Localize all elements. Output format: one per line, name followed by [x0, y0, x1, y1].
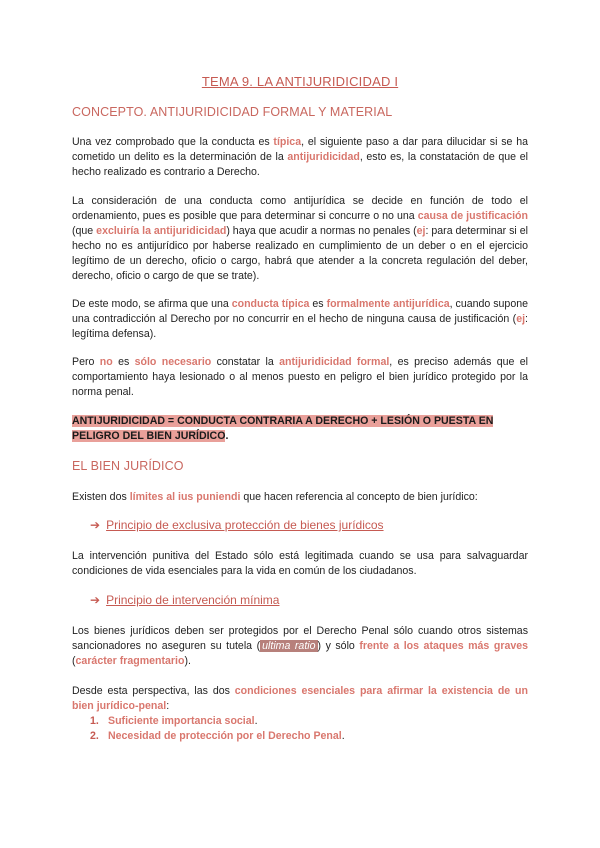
list-item: 2. Necesidad de protección por el Derecho Penal.	[90, 730, 345, 742]
paragraph-4: Pero no es sólo necesario constatar la antijuridicidad formal, es preciso además que el comportamiento haya lesionado o al menos puesto en peligro el bien jurídico protegido por la norma penal.	[72, 356, 529, 398]
page-title: TEMA 9. LA ANTIJURIDICIDAD I	[201, 74, 399, 89]
highlight-caracter-fragmentario: carácter fragmentario	[75, 655, 185, 667]
paragraph-3: De este modo, se afirma que una conducta típica es formalmente antijurídica, cuando supone una contradicción al Derecho por no concurrir en el hecho de ninguna causa de justificación (ej: legítima defensa).	[72, 298, 529, 340]
paragraph-6: La intervención punitiva del Estado sólo está legitimada cuando se usa para salvaguardar condiciones de vida esenciales para la vida en común de los ciudadanos.	[72, 550, 528, 577]
paragraph-8: Desde esta perspectiva, las dos condiciones esenciales para afirmar la existencia de un bien jurídico-penal:	[72, 685, 529, 712]
highlight-antijuridicidad-formal: antijuridicidad formal	[279, 356, 390, 368]
highlight-ultima-ratio: ultima ratio	[262, 640, 316, 652]
highlight-excluiria: excluiría la antijuridicidad	[96, 225, 227, 237]
key-definition: ANTIJURIDICIDAD = CONDUCTA CONTRARIA A DERECHO + LESIÓN O PUESTA EN PELIGRO DEL BIEN JURÍDICO.	[72, 415, 494, 442]
highlight-causa-justificacion: causa de justificación	[417, 210, 528, 222]
paragraph-5: Existen dos límites al ius puniendi que hacen referencia al concepto de bien jurídico:	[72, 491, 478, 503]
section-heading-concepto: CONCEPTO. ANTIJURIDICIDAD FORMAL Y MATERIAL	[72, 105, 393, 119]
highlight-antijuridicidad: antijuridicidad	[287, 151, 360, 163]
arrow-icon: ➔	[90, 593, 101, 607]
principle-bullet-2: ➔ Principio de intervención mínima	[90, 593, 280, 607]
key-definition-highlight: ANTIJURIDICIDAD = CONDUCTA CONTRARIA A DERECHO + LESIÓN O PUESTA EN PELIGRO DEL BIEN JURÍDICO	[72, 415, 494, 442]
highlight-limites: límites al ius puniendi	[129, 491, 241, 503]
highlight-formalmente: formalmente antijurídica	[326, 298, 450, 310]
paragraph-7: Los bienes jurídicos deben ser protegidos por el Derecho Penal sólo cuando otros sistemas sancionadores no aseguren su tutela ( ultima ratio ) y sólo frente a los ataques más graves (carácter fragmentario).	[72, 625, 529, 667]
paragraph-1: Una vez comprobado que la conducta es típica, el siguiente paso a dar para dilucidar si se ha cometido un delito es la determinación de la antijuridicidad, esto es, la constatación de que el hecho realizado es contrario a Derecho.	[72, 136, 528, 178]
conditions-list	[90, 714, 345, 744]
paragraph-2: La consideración de una conducta como antijurídica se decide en función de todo el ordenamiento, pues es posible que para determinar si concurre o no una causa de justificación (que excluiría la antijuridicidad) haya que acudir a normas no penales (ej: para determinar si el hecho no es antijurídico por haberse realizado en cumplimiento de un deber o en el ejercicio legítimo de un derecho, oficio o cargo, habrá que atender a la concreta regulación del deber, derecho, oficio o cargo de que se trate).	[72, 195, 528, 282]
arrow-icon: ➔	[90, 518, 101, 532]
principle-bullet-1: ➔ Principio de exclusiva protección de bienes jurídicos	[90, 518, 384, 532]
list-item: 1. Suficiente importancia social.	[90, 715, 258, 727]
highlight-conducta-tipica: conducta típica	[231, 298, 310, 310]
highlight-tipica: típica	[273, 136, 302, 148]
highlight-condiciones: condiciones esenciales para afirmar la existencia de un bien jurídico-penal	[72, 685, 529, 712]
section-heading-bien-juridico: EL BIEN JURÍDICO	[72, 459, 184, 473]
